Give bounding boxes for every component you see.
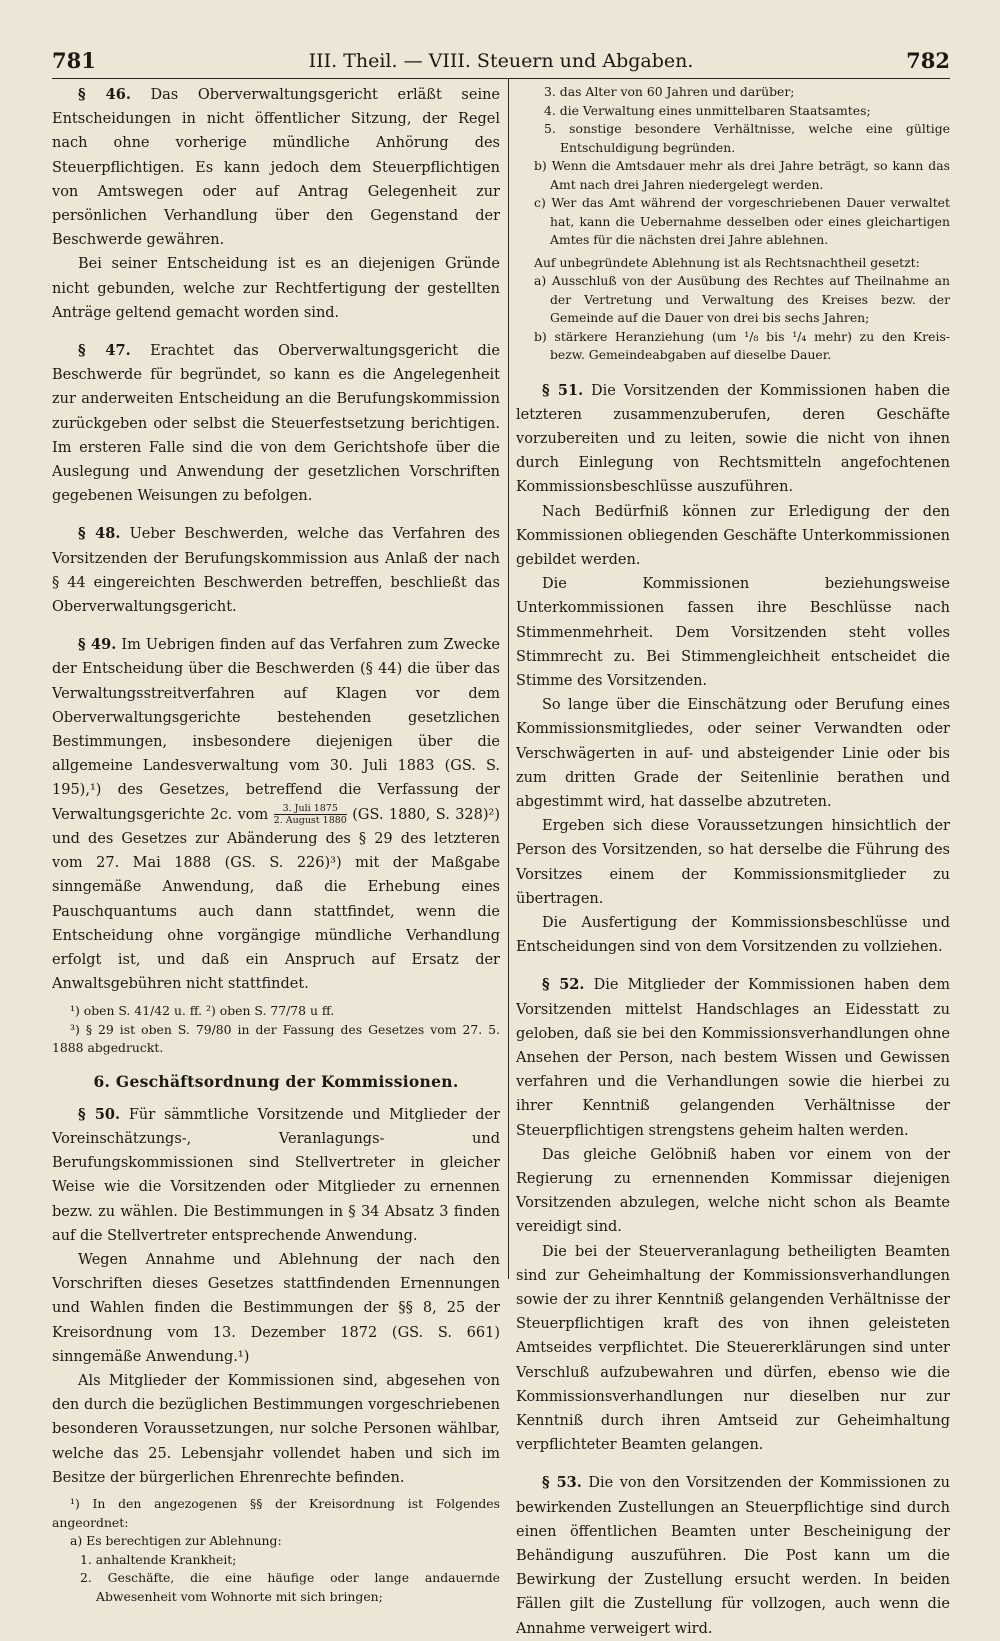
page-header bbox=[52, 44, 950, 79]
footnote-item: a) Ausschluß von der Ausübung des Rechtes auf Theilnahme an der Vertretung und Verwaltung des Kreises bezw. der Gemeinde auf die Dauer von drei bis sechs Jahren; bbox=[534, 273, 950, 325]
paragraph-text: Das Oberverwaltungsgericht erläßt seine Entscheidungen in nicht öffentlicher Sitzung, der Regel nach ohne vorherige mündliche Anhörung des Steuerpflichtigen. Es kann jedoch dem Steuerpflichtigen von Amtswegen oder auf Antrag Gelegenheit zur persönlichen Verhandlung über den Gegenstand der Beschwerde gewähren. bbox=[52, 87, 500, 249]
paragraph-text: Die von den Vorsitzenden der Kommissionen zu bewirkenden Zustellungen an Steuerpflichtige sind durch einen öffentlichen Beamten unter Bescheinigung der Behändigung auszuführen. Die Post kann um die Bewirkung der Zustellung ersucht werden. In beiden Fällen gilt die Zustellung für vollzogen, auch wenn die Annahme verweigert wird. bbox=[516, 1475, 950, 1637]
paragraph-51-cont: Ergeben sich diese Voraussetzungen hinsichtlich der Person des Vorsitzenden, so hat derselbe die Führung des Vorsitzes einem der Kommissionsmitglieder zu übertragen. bbox=[516, 818, 950, 907]
section-number: § 50. bbox=[78, 1105, 121, 1123]
section-number: § 51. bbox=[542, 381, 584, 399]
section-number: § 53. bbox=[542, 1474, 582, 1492]
footnote-item: b) stärkere Heranziehung (um ¹/₈ bis ¹/₄ mehr) zu den Kreis- bezw. Gemeindeabgaben auf dieselbe Dauer. bbox=[534, 328, 950, 362]
footnote-item: 4. die Verwaltung eines unmittelbaren Staatsamtes; bbox=[544, 102, 871, 118]
left-column bbox=[52, 83, 500, 1606]
paragraph-51 bbox=[516, 379, 950, 500]
footnote-item: 5. sonstige besondere Verhältnisse, welche eine gültige Entschuldigung begründen. bbox=[544, 121, 950, 155]
paragraph-48 bbox=[52, 522, 500, 619]
paragraph-50-cont: Wegen Annahme und Ablehnung der nach den Vorschriften dieses Gesetzes stattfindenden Ernennungen und Wahlen finden die Bestimmungen der §§ 8, 25 der Kreisordnung vom 13. Dezember 1872 (GS. S. 661) sinngemäße Anwendung.¹) bbox=[52, 1252, 500, 1365]
paragraph-53 bbox=[516, 1471, 950, 1640]
section-number: § 48. bbox=[78, 525, 121, 543]
footnote-item: 2. Geschäfte, die eine häufige oder lange andauernde Abwesenheit vom Wohnorte mit sich bringen; bbox=[80, 1570, 500, 1604]
footnote-item: 3. das Alter von 60 Jahren und darüber; bbox=[544, 84, 795, 99]
paragraph-text: Ueber Beschwerden, welche das Verfahren des Vorsitzenden der Berufungskommission aus Anlaß der nach § 44 eingereichten Beschwerden betreffen, beschließt das Oberverwaltungsgericht. bbox=[52, 526, 500, 616]
paragraph-46-cont: Bei seiner Entscheidung ist es an diejenigen Gründe nicht gebunden, welche zur Rechtfertigung der gestellten Anträge geltend gemacht worden sind. bbox=[52, 256, 500, 321]
paragraph-text: Für sämmtliche Vorsitzende und Mitglieder der Voreinschätzungs-, Veranlagungs- und Berufungskommissionen sind Stellvertreter in gleicher Weise wie die Vorsitzenden oder Mitglieder zu ernennen bezw. zu wählen. Die Bestimmungen in § 34 Absatz 3 finden auf die Stellvertreter entsprechende Anwendung. bbox=[52, 1106, 500, 1244]
footnote: ³) § 29 ist oben S. 79/80 in der Fassung des Gesetzes vom 27. 5. 1888 abgedruckt. bbox=[52, 1021, 500, 1056]
footnote-item: b) Wenn die Amtsdauer mehr als drei Jahre beträgt, so kann das Amt nach drei Jahren niedergelegt werden. bbox=[534, 158, 950, 192]
paragraph-52-cont: Das gleiche Gelöbniß haben vor einem von der Regierung zu ernennenden Kommissar diejenigen Vorsitzenden abzulegen, welche nicht schon als Beamte vereidigt sind. bbox=[516, 1146, 950, 1236]
page-number-right: 782 bbox=[906, 48, 950, 73]
paragraph-51-cont: Nach Bedürfniß können zur Erledigung der den Kommissionen obliegenden Geschäfte Unterkommissionen gebildet werden. bbox=[516, 503, 950, 568]
running-title: III. Theil. — VIII. Steuern und Abgaben. bbox=[308, 50, 694, 72]
paragraph-51-cont: Die Kommissionen beziehungsweise Unterkommissionen fassen ihre Beschlüsse nach Stimmenmehrheit. Dem Vorsitzenden steht volles Stimmrecht zu. Bei Stimmengleichheit entscheidet die Stimme des Vorsitzenden. bbox=[516, 576, 950, 689]
footnote: ¹) In den angezogenen §§ der Kreisordnung ist Folgendes angeordnet: bbox=[52, 1496, 500, 1530]
footnote: ¹) oben S. 41/42 u. ff. ²) oben S. 77/78 u ff. bbox=[70, 1003, 335, 1019]
paragraph-text: Die Vorsitzenden der Kommissionen haben die letzteren zusammenzuberufen, deren Geschäfte vorzubereiten und zu leiten, sowie die nicht von ihnen durch Einlegung von Rechtsmitteln angefochtenen Kommissionsbeschlüsse auszuführen. bbox=[516, 382, 950, 496]
section-number: § 47. bbox=[78, 342, 131, 360]
date-fraction: 3. Juli 1875 2. August 1880 bbox=[273, 803, 347, 827]
footnote-item: c) Wer das Amt während der vorgeschriebenen Dauer verwaltet hat, kann die Uebernahme desselben oder eines gleichartigen Amtes für die nächsten drei Jahre ablehnen. bbox=[534, 195, 950, 247]
paragraph-50-cont: Als Mitglieder der Kommissionen sind, abgesehen von den durch die bezüglichen Bestimmungen vorgeschriebenen besonderen Voraussetzungen, nur solche Personen wählbar, welche das 25. Lebensjahr vollendet haben und sich im Besitze der bürgerlichen Ehrenrechte befinden. bbox=[52, 1373, 500, 1486]
paragraph-text: Erachtet das Oberverwaltungsgericht die Beschwerde für begründet, so kann es die Angelegenheit zur anderweiten Entscheidung an die Berufungskommission zurückgeben oder selbst die Steuerfestsetzung berichtigen. Im ersteren Falle sind die von dem Gerichtshofe über die Auslegung und Anwendung der gesetzlichen Vorschriften gegebenen Weisungen zu befolgen. bbox=[52, 343, 500, 505]
section-number: § 46. bbox=[78, 86, 131, 103]
paragraph-47 bbox=[52, 339, 500, 508]
paragraph-50 bbox=[52, 1103, 500, 1248]
paragraph-46 bbox=[52, 83, 500, 252]
page-number-left: 781 bbox=[52, 48, 96, 73]
paragraph-51-cont: So lange über die Einschätzung oder Berufung eines Kommissionsmitgliedes, oder seiner Verwandten oder Verschwägerten in auf- und absteigender Linie oder bis zum dritten Grade der Seitenlinie berathen und abgestimmt wird, hat dasselbe abzutreten. bbox=[516, 697, 950, 810]
right-column bbox=[516, 83, 950, 1641]
footnote: Auf unbegründete Ablehnung ist als Rechtsnachtheil gesetzt: bbox=[534, 254, 920, 270]
paragraph-51-cont: Die Ausfertigung der Kommissionsbeschlüsse und Entscheidungen sind von dem Vorsitzenden zu vollziehen. bbox=[516, 914, 950, 956]
paragraph-49 bbox=[52, 633, 500, 996]
column-divider bbox=[508, 79, 509, 1279]
footnote-item: a) Es berechtigen zur Ablehnung: bbox=[70, 1533, 282, 1549]
paragraph-52 bbox=[516, 973, 950, 1142]
paragraph-text: Im Uebrigen finden auf das Verfahren zum Zwecke der Entscheidung über die Beschwerden (§ 44) die über das Verwaltungsstreitverfahren auf Klagen vor dem Oberverwaltungsgerichte bestehenden gesetzlichen Bestimmungen, insbesondere diejenigen über die allgemeine Landesverwaltung vom 30. Juli 1883 (GS. S. 195),¹) des Gesetzes, betreffend die Verfassung der Verwaltungsgerichte 2c. vom bbox=[52, 637, 500, 823]
two-column-body bbox=[52, 79, 950, 1637]
section-number: § 49. bbox=[78, 636, 117, 654]
paragraph-text: (GS. 1880, S. 328)²) und des Gesetzes zur Abänderung des § 29 des letzteren vom 27. Mai 1888 (GS. S. 226)³) mit der Maßgabe sinngemäße Anwendung, daß die Erhebung eines Pauschquantums auch dann stattfindet, wenn die Entscheidung ohne vorgängige mündliche Verhandlung erfolgt ist, und daß ein Anspruch auf Ersatz der Anwaltsgebühren nicht stattfindet. bbox=[52, 806, 500, 993]
section-number: § 52. bbox=[542, 976, 585, 994]
paragraph-text: Die Mitglieder der Kommissionen haben dem Vorsitzenden mittelst Handschlages an Eidesstatt zu geloben, daß sie bei den Kommissionsverhandlungen ohne Ansehen der Person, nach bestem Wissen und Gewissen verfahren und die Verhandlungen sowie die hierbei zu ihrer Kenntniß gelangenden Verhältnisse der Steuerpflichtigen strengstens geheim halten werden. bbox=[516, 977, 950, 1139]
footnote-item: 1. anhaltende Krankheit; bbox=[80, 1551, 237, 1567]
paragraph-52-cont: Die bei der Steuerveranlagung betheiligten Beamten sind zur Geheimhaltung der Kommissionsverhandlungen sowie der zu ihrer Kenntniß gelangenden Verhältnisse der Steuerpflichtigen kraft des von ihnen geleisteten Amtseides verpflichtet. Die Steuererklärungen sind unter Verschluß aufzubewahren und dürfen, ebenso wie die Kommissionsverhandlungen nur dieselben nur zur Kenntniß durch ihren Amtseid zur Geheimhaltung verpflichteter Beamten gelangen. bbox=[516, 1243, 950, 1454]
section-heading: 6. Geschäftsordnung der Kommissionen. bbox=[93, 1071, 459, 1091]
